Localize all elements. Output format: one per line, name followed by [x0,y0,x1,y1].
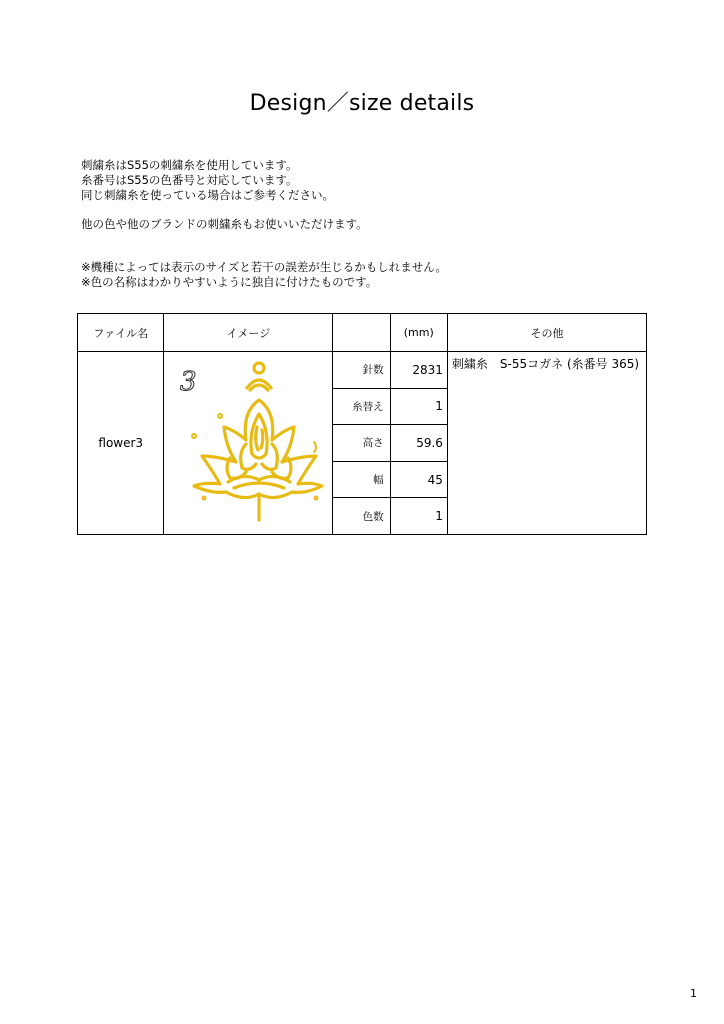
header-image: イメージ [164,314,333,352]
table-row [78,352,647,389]
design-image-cell [164,352,333,535]
page-title: Design／size details [249,91,475,116]
row-label-color-changes: 糸替え [333,388,390,425]
header-unit: (mm) [390,314,447,352]
note-line: ※機種によっては表示のサイズと若干の誤差が生じるかもしれません。 [81,260,447,274]
lotus-motif [192,363,322,520]
header-blank [333,314,390,352]
row-value-color-count: 1 [390,498,447,535]
row-value-color-changes: 1 [390,388,447,425]
lotus-embroidery-image [164,352,332,534]
table-header-row [78,314,647,352]
spec-table [77,313,647,535]
note-line: 糸番号はS55の色番号と対応しています。 [81,173,298,187]
other-info-cell: 刺繍糸 S-55コガネ (糸番号 365) [447,352,646,535]
row-label-stitch-count: 針数 [333,352,390,389]
notes-block [81,158,447,290]
note-line: ※色の名称はわかりやすいように独自に付けたものです。 [81,275,378,289]
row-value-stitch-count: 2831 [390,352,447,389]
file-name-cell: flower3 [78,352,164,535]
note-line: 他の色や他のブランドの刺繍糸もお使いいただけます。 [81,217,368,231]
page-number: 1 [690,987,697,1000]
design-number-label: 3 [180,367,197,397]
row-label-height: 高さ [333,425,390,462]
row-label-color-count: 色数 [333,498,390,535]
row-value-width: 45 [390,461,447,498]
header-file-name: ファイル名 [78,314,164,352]
note-line: 同じ刺繍糸を使っている場合はご参考ください。 [81,188,334,202]
row-value-height: 59.6 [390,425,447,462]
header-other: その他 [447,314,646,352]
row-label-width: 幅 [333,461,390,498]
note-line: 刺繍糸はS55の刺繍糸を使用しています。 [81,158,298,172]
